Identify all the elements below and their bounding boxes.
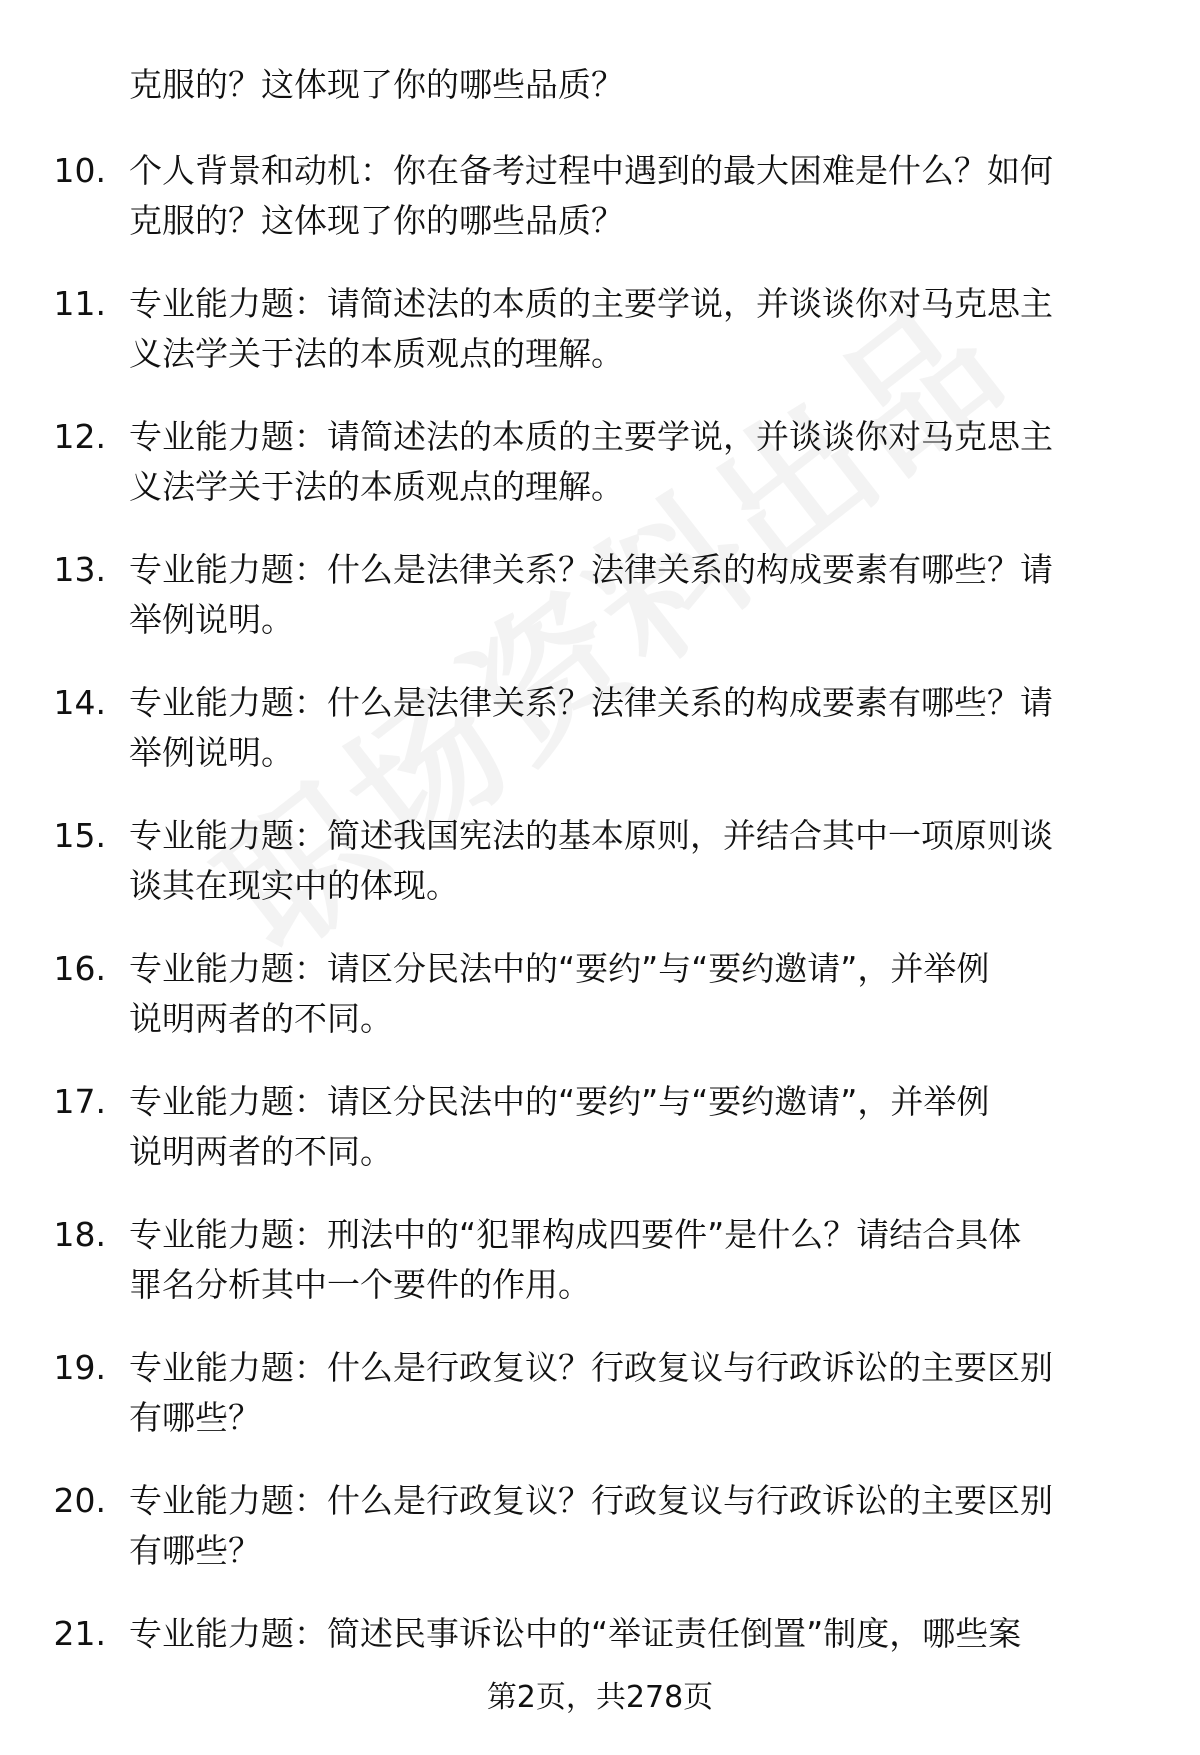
question-line: 专业能力题：什么是行政复议？行政复议与行政诉讼的主要区别 (129, 1348, 1053, 1387)
question-list (0, 146, 1200, 1742)
list-item (0, 944, 1200, 1077)
question-line: 专业能力题：请区分民法中的“要约”与“要约邀请”，并举例 (129, 949, 990, 988)
question-line: 专业能力题：什么是行政复议？行政复议与行政诉讼的主要区别 (129, 1481, 1053, 1520)
question-text (129, 146, 1053, 246)
question-line: 谈其在现实中的体现。 (129, 866, 459, 905)
question-number: 13. (53, 550, 106, 589)
question-line: 说明两者的不同。 (129, 1132, 393, 1171)
question-number: 17. (53, 1082, 106, 1121)
question-text (129, 1609, 1021, 1659)
question-line: 专业能力题：请简述法的本质的主要学说，并谈谈你对马克思主 (129, 284, 1053, 323)
question-number: 11. (53, 284, 106, 323)
list-item (0, 1476, 1200, 1609)
list-item (0, 1609, 1200, 1742)
question-text (129, 1210, 1021, 1310)
list-item (0, 1343, 1200, 1476)
question-line: 专业能力题：请简述法的本质的主要学说，并谈谈你对马克思主 (129, 417, 1053, 456)
question-line: 有哪些？ (129, 1531, 261, 1570)
question-number: 18. (53, 1215, 106, 1254)
question-number: 19. (53, 1348, 106, 1387)
question-text (129, 412, 1053, 512)
list-item (0, 545, 1200, 678)
question-line: 专业能力题：请区分民法中的“要约”与“要约邀请”，并举例 (129, 1082, 990, 1121)
question-line: 义法学关于法的本质观点的理解。 (129, 334, 624, 373)
question-line: 专业能力题：什么是法律关系？法律关系的构成要素有哪些？请 (129, 683, 1053, 722)
question-text (129, 279, 1053, 379)
question-text (129, 811, 1053, 911)
question-line: 专业能力题：什么是法律关系？法律关系的构成要素有哪些？请 (129, 550, 1053, 589)
question-text (129, 944, 989, 1044)
question-number: 20. (53, 1481, 106, 1520)
question-line: 专业能力题：刑法中的“犯罪构成四要件”是什么？请结合具体 (129, 1215, 1022, 1254)
question-line: 克服的？这体现了你的哪些品质？ (129, 201, 624, 240)
question-line: 有哪些？ (129, 1398, 261, 1437)
question-number: 10. (53, 151, 106, 190)
list-item (0, 678, 1200, 811)
question-line: 罪名分析其中一个要件的作用。 (129, 1265, 591, 1304)
question-number: 21. (53, 1614, 106, 1653)
continued-question-text: 克服的？这体现了你的哪些品质？ (129, 65, 624, 104)
question-number: 16. (53, 949, 106, 988)
question-line: 专业能力题：简述我国宪法的基本原则，并结合其中一项原则谈 (129, 816, 1053, 855)
list-item (0, 1210, 1200, 1343)
page-footer: 第2页，共278页 (486, 1680, 714, 1715)
list-item (0, 412, 1200, 545)
question-text (129, 1077, 989, 1177)
question-text (129, 1343, 1053, 1443)
question-line: 举例说明。 (129, 733, 294, 772)
list-item (0, 146, 1200, 279)
question-number: 15. (53, 816, 106, 855)
question-text (129, 545, 1053, 645)
list-item (0, 279, 1200, 412)
question-line: 说明两者的不同。 (129, 999, 393, 1038)
question-line: 个人背景和动机：你在备考过程中遇到的最大困难是什么？如何 (129, 151, 1053, 190)
question-line: 义法学关于法的本质观点的理解。 (129, 467, 624, 506)
question-text (129, 678, 1053, 778)
list-item (0, 811, 1200, 944)
question-line: 专业能力题：简述民事诉讼中的“举证责任倒置”制度，哪些案 (129, 1614, 1022, 1653)
question-number: 14. (53, 683, 106, 722)
question-number: 12. (53, 417, 106, 456)
question-text (129, 1476, 1053, 1576)
list-item (0, 1077, 1200, 1210)
question-line: 举例说明。 (129, 600, 294, 639)
